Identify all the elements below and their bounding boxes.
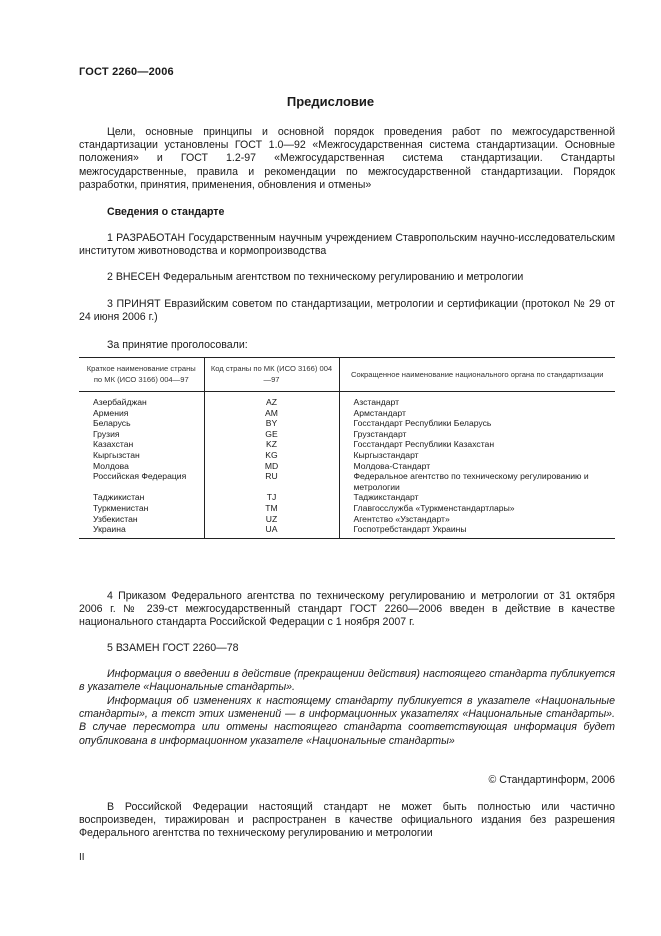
code-cell: KG [204, 450, 339, 461]
table-row [79, 514, 615, 525]
item-order: 4 Приказом Федерального агентства по техническому регулированию и метрологии от 31 октября 2006 г. № 239-ст межгосударственный стандарт ГОСТ 2260—2006 введен в действие в качестве национального стандарта Российской Федерации с 1 ноября 2007 г. [79, 590, 615, 629]
vote-label: За принятие проголосовали: [107, 339, 248, 351]
code-cell: KZ [204, 439, 339, 450]
table-row [79, 492, 615, 503]
country-cell: Украина [93, 524, 126, 535]
code-cell: TM [204, 503, 339, 514]
organization-cell: Агентство «Узстандарт» [339, 514, 615, 525]
organization-cell: Грузстандарт [339, 429, 615, 440]
country-cell: Армения [93, 407, 129, 418]
item-developed: 1 РАЗРАБОТАН Государственным научным учреждением Ставропольским научно-исследовательским институтом животноводства и кормопроизводства [79, 232, 615, 258]
code-cell: AM [204, 408, 339, 419]
header-organization: Сокращенное наименование национального органа по стандартизации [339, 358, 615, 392]
notice-introduction: Информация о введении в действие (прекращении действия) настоящего стандарта публикуется в указателе «Национальные стандарты». [79, 668, 615, 694]
table-row [79, 439, 615, 450]
organization-cell: Госстандарт Республики Казахстан [339, 439, 615, 450]
country-cell: Туркменистан [93, 502, 149, 513]
country-cell: Узбекистан [93, 513, 138, 524]
country-cell: Таджикистан [93, 492, 145, 503]
organization-cell: Федеральное агентство по техническому регулированию и метрологии [339, 471, 615, 492]
code-cell: UA [204, 524, 339, 538]
table-row [79, 503, 615, 514]
organization-cell: Госстандарт Республики Беларусь [339, 418, 615, 429]
organization-cell: Кыргызстандарт [339, 450, 615, 461]
table-row [79, 524, 615, 538]
country-cell: Азербайджан [93, 397, 147, 407]
code-cell: BY [204, 418, 339, 429]
country-cell: Казахстан [93, 439, 134, 450]
table-row [79, 471, 615, 492]
voting-table [79, 357, 615, 539]
country-cell: Беларусь [93, 418, 131, 429]
table-row [79, 429, 615, 440]
country-cell: Кыргызстан [93, 449, 140, 460]
page-title: Предисловие [286, 94, 375, 109]
code-cell: TJ [204, 492, 339, 503]
table-row [79, 392, 615, 408]
organization-cell: Главгосслужба «Туркменстандартлары» [339, 503, 615, 514]
table-row [79, 450, 615, 461]
item-replaces: 5 ВЗАМЕН ГОСТ 2260—78 [107, 642, 239, 654]
header-code: Код страны по МК (ИСО 3166) 004—97 [204, 358, 339, 392]
table-row [79, 418, 615, 429]
country-cell: Грузия [93, 428, 120, 439]
item-accepted: 3 ПРИНЯТ Евразийским советом по стандартизации, метрологии и сертификации (протокол № 29 от 24 июня 2006 г.) [79, 298, 615, 324]
table-header-row [79, 358, 615, 392]
country-cell: Молдова [93, 460, 129, 471]
organization-cell: Азстандарт [339, 392, 615, 408]
legal-notice: В Российской Федерации настоящий стандарт не может быть полностью или частично воспроизведен, тиражирован и распространен в качестве официального издания без разрешения Федерального агентства по техническому регулированию и метрологии [79, 801, 615, 840]
country-cell: Российская Федерация [93, 471, 187, 482]
organization-cell: Таджикстандарт [339, 492, 615, 503]
code-cell: AZ [204, 392, 339, 408]
code-cell: RU [204, 471, 339, 492]
code-cell: UZ [204, 514, 339, 525]
organization-cell: Госпотребстандарт Украины [339, 524, 615, 538]
info-heading: Сведения о стандарте [107, 206, 225, 218]
header-country: Краткое наименование страны по МК (ИСО 3166) 004—97 [79, 358, 204, 392]
notice-changes: Информация об изменениях к настоящему стандарту публикуется в указателе «Национальные стандарты», а текст этих изменений — в информационных указателях «Национальные стандарты». В случае пересмотра или отмены настоящего стандарта соответствующая информация будет опубликована в информационном указателе «Национальные стандарты» [79, 695, 615, 747]
page-number: II [79, 852, 85, 863]
organization-cell: Молдова-Стандарт [339, 461, 615, 472]
document-header: ГОСТ 2260—2006 [79, 66, 174, 78]
intro-paragraph: Цели, основные принципы и основной порядок проведения работ по межгосударственной стандартизации установлены ГОСТ 1.0—92 «Межгосударственная система стандартизации. Основные положения» и ГОСТ 1.2-97 «Межгосударственная система стандартизации. Стандарты межгосударственные, правила и рекомендации по межгосударственной стандартизации. Порядок разработки, принятия, применения, обновления и отмены» [79, 126, 615, 191]
table-row [79, 408, 615, 419]
organization-cell: Армстандарт [339, 408, 615, 419]
copyright: © Стандартинформ, 2006 [488, 774, 615, 786]
code-cell: GE [204, 429, 339, 440]
code-cell: MD [204, 461, 339, 472]
item-introduced: 2 ВНЕСЕН Федеральным агентством по техническому регулированию и метрологии [107, 271, 524, 283]
table-row [79, 461, 615, 472]
